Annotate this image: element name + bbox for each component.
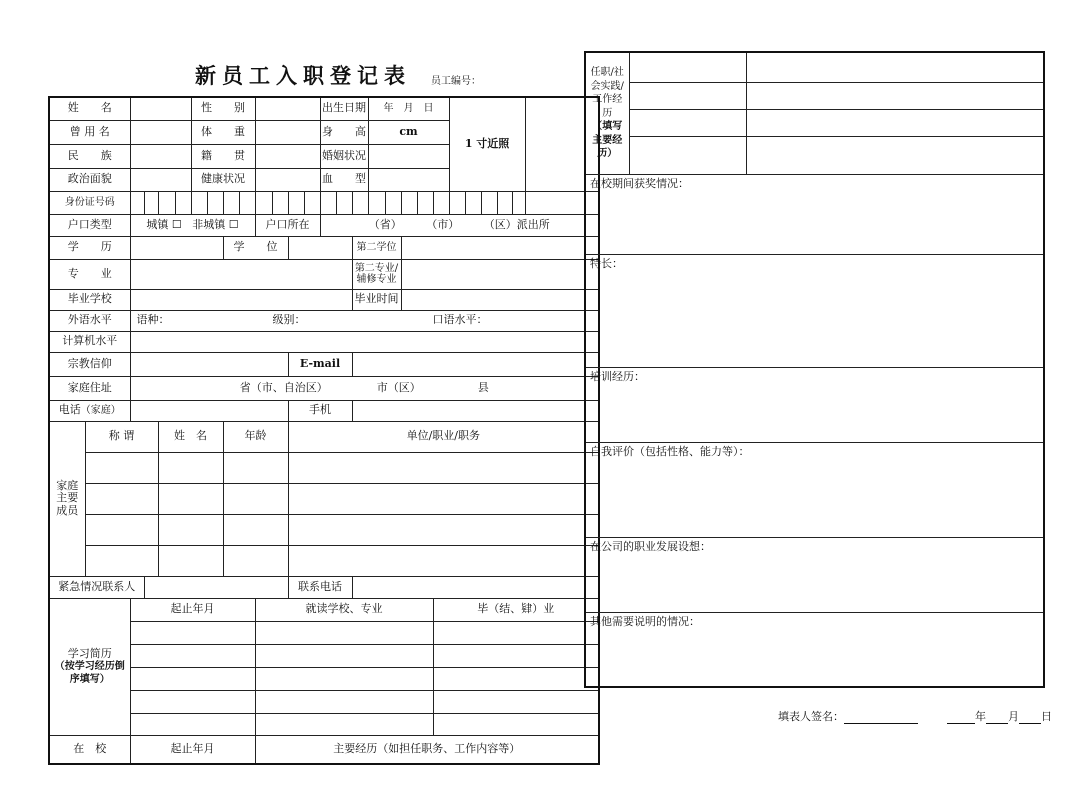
family-cell[interactable]: [158, 545, 223, 576]
label-degree: 学 位: [223, 236, 288, 259]
col-graduation-status: 毕（结、肄）业: [433, 598, 599, 621]
work-cell[interactable]: [746, 109, 1044, 136]
field-marital-status[interactable]: [368, 144, 449, 168]
label-blood-type: 血 型: [320, 168, 368, 191]
hukou-district: （区）派出所: [483, 217, 550, 231]
language-kind-label: 语种：: [136, 313, 170, 327]
signature-label: 填表人签名：: [778, 710, 844, 723]
language-level-label: 级别：: [272, 313, 306, 327]
work-cell[interactable]: [746, 52, 1044, 82]
id-digit-cell[interactable]: [288, 191, 304, 214]
label-mobile: 手机: [288, 400, 352, 421]
col-study-period: 起止年月: [130, 598, 255, 621]
study-cell[interactable]: [255, 644, 433, 667]
field-height[interactable]: cm: [368, 120, 449, 144]
id-digit-cell[interactable]: [207, 191, 223, 214]
label-former-name: 曾 用 名: [49, 120, 130, 144]
field-emergency-contact[interactable]: [144, 576, 288, 598]
id-digit-cell[interactable]: [272, 191, 288, 214]
study-cell[interactable]: [433, 621, 599, 644]
day-line[interactable]: [1019, 711, 1041, 724]
home-phone-text: 电话: [58, 403, 81, 417]
field-graduation-time[interactable]: [401, 289, 599, 310]
oral-level-label: 口语水平：: [432, 313, 488, 327]
field-health[interactable]: [255, 168, 320, 191]
label-hukou-location: 户口所在: [255, 214, 320, 236]
label-marital-status: 婚姻状况: [320, 144, 368, 168]
family-cell[interactable]: [158, 483, 223, 514]
id-digit-cell[interactable]: [497, 191, 512, 214]
field-name[interactable]: [130, 97, 191, 120]
field-second-degree[interactable]: [401, 236, 599, 259]
checkbox-rural[interactable]: 非城镇 ☐: [192, 217, 239, 231]
id-digit-cell[interactable]: [130, 191, 144, 214]
family-cell[interactable]: [223, 514, 288, 545]
id-digit-cell[interactable]: [433, 191, 449, 214]
field-foreign-language[interactable]: [130, 310, 599, 331]
id-digit-cell[interactable]: [512, 191, 525, 214]
label-weight: 体 重: [191, 120, 255, 144]
hukou-province: （省）: [368, 217, 402, 231]
study-cell[interactable]: [255, 690, 433, 713]
field-former-name[interactable]: [130, 120, 191, 144]
study-cell[interactable]: [433, 667, 599, 690]
hukou-city: （市）: [426, 217, 460, 231]
id-digit-cell[interactable]: [336, 191, 352, 214]
work-cell[interactable]: [629, 109, 746, 136]
label-foreign-language: 外语水平: [49, 310, 130, 331]
label-study-history: [49, 598, 130, 735]
label-religion: 宗教信仰: [49, 352, 130, 376]
employee-number-label: 员工编号：: [431, 76, 481, 87]
study-history-title: 学习简历: [67, 646, 112, 660]
month-label: 月: [1008, 710, 1019, 723]
id-digit-cell[interactable]: [465, 191, 481, 214]
year-label: 年: [975, 710, 986, 723]
label-health: 健康状况: [191, 168, 255, 191]
work-cell[interactable]: [629, 82, 746, 109]
work-cell[interactable]: [746, 136, 1044, 174]
label-id-number: 身份证号码: [49, 191, 130, 214]
label-second-major: 第二专业/辅修专业: [352, 259, 401, 289]
id-digit-cell[interactable]: [191, 191, 207, 214]
field-political-status[interactable]: [130, 168, 191, 191]
label-home-address: 家庭住址: [49, 376, 130, 400]
field-second-major[interactable]: [401, 259, 599, 289]
label-native-place: 籍 贯: [191, 144, 255, 168]
family-cell[interactable]: [85, 514, 158, 545]
label-graduate-school: 毕业学校: [49, 289, 130, 310]
label-birth-date: 出生日期: [320, 97, 368, 120]
label-hukou-type: 户口类型: [49, 214, 130, 236]
field-native-place[interactable]: [255, 144, 320, 168]
id-digit-cell[interactable]: [401, 191, 417, 214]
family-cell[interactable]: [288, 452, 599, 483]
family-cell[interactable]: [85, 452, 158, 483]
study-cell[interactable]: [433, 644, 599, 667]
address-province: 省（市、自治区）: [239, 380, 328, 394]
family-cell[interactable]: [158, 452, 223, 483]
registration-form-left: [48, 96, 600, 765]
section-training[interactable]: 培训经历：: [585, 367, 1044, 442]
work-cell[interactable]: [629, 136, 746, 174]
day-label: 日: [1041, 710, 1052, 723]
work-experience-note: （填写主要经历）: [592, 121, 623, 159]
label-contact-phone: 联系电话: [288, 576, 352, 598]
field-blood-type[interactable]: [368, 168, 449, 191]
study-cell[interactable]: [255, 713, 433, 735]
field-contact-phone[interactable]: [352, 576, 599, 598]
label-work-experience: [585, 52, 629, 174]
col-campus-period: 起止年月: [130, 735, 255, 764]
col-age: 年龄: [223, 421, 288, 452]
field-email[interactable]: [352, 352, 599, 376]
signature-line[interactable]: [844, 711, 918, 724]
field-hukou-location[interactable]: [320, 214, 599, 236]
work-cell[interactable]: [629, 52, 746, 82]
label-name: 姓 名: [49, 97, 130, 120]
signature-row: [778, 708, 1052, 724]
study-cell[interactable]: [433, 713, 599, 735]
field-computer-level[interactable]: [130, 331, 599, 352]
section-self-evaluation[interactable]: 自我评价（包括性格、能力等）：: [585, 442, 1044, 537]
label-ethnicity: 民 族: [49, 144, 130, 168]
study-cell[interactable]: [130, 621, 255, 644]
id-digit-cell[interactable]: [368, 191, 385, 214]
field-weight[interactable]: [255, 120, 320, 144]
hukou-type-options: [130, 214, 255, 236]
home-phone-note: （家庭）: [80, 405, 121, 417]
col-relation: 称 谓: [85, 421, 158, 452]
study-cell[interactable]: [130, 644, 255, 667]
address-city: 市（区）: [376, 380, 421, 394]
id-digit-cell[interactable]: [320, 191, 336, 214]
work-cell[interactable]: [746, 82, 1044, 109]
year-line[interactable]: [947, 711, 975, 724]
field-gender[interactable]: [255, 97, 320, 120]
label-political-status: 政治面貌: [49, 168, 130, 191]
col-family-name: 姓 名: [158, 421, 223, 452]
section-career-plan[interactable]: 在公司的职业发展设想：: [585, 537, 1044, 612]
id-digit-cell[interactable]: [158, 191, 175, 214]
col-study-school: 就读学校、专业: [255, 598, 433, 621]
study-cell[interactable]: [130, 713, 255, 735]
study-cell[interactable]: [255, 621, 433, 644]
family-cell[interactable]: [288, 483, 599, 514]
month-line[interactable]: [986, 711, 1008, 724]
field-ethnicity[interactable]: [130, 144, 191, 168]
id-digit-cell[interactable]: [352, 191, 368, 214]
form-title: 新员工入职登记表: [195, 63, 411, 88]
id-digit-cell[interactable]: [223, 191, 239, 214]
id-digit-cell[interactable]: [304, 191, 320, 214]
family-cell[interactable]: [85, 483, 158, 514]
work-experience-title: 任职/社会实践/工作经历: [590, 67, 624, 119]
field-education[interactable]: [130, 236, 223, 259]
field-graduate-school[interactable]: [130, 289, 352, 310]
label-graduation-time: 毕业时间: [352, 289, 401, 310]
col-employer: 单位/职业/职务: [288, 421, 599, 452]
id-digit-cell[interactable]: [417, 191, 433, 214]
study-cell[interactable]: [255, 667, 433, 690]
family-cell[interactable]: [288, 545, 599, 576]
address-county: 县: [477, 380, 489, 394]
id-digit-cell[interactable]: [255, 191, 272, 214]
section-other-notes[interactable]: 其他需要说明的情况：: [585, 612, 1044, 687]
id-digit-cell[interactable]: [481, 191, 497, 214]
study-history-note: （按学习经历倒序填写）: [54, 661, 125, 685]
study-cell[interactable]: [433, 690, 599, 713]
family-cell[interactable]: [223, 545, 288, 576]
field-home-address[interactable]: [130, 376, 599, 400]
field-major[interactable]: [130, 259, 352, 289]
label-on-campus: 在 校: [49, 735, 130, 764]
family-cell[interactable]: [223, 452, 288, 483]
field-mobile[interactable]: [352, 400, 599, 421]
label-gender: 性 别: [191, 97, 255, 120]
field-degree[interactable]: [288, 236, 352, 259]
family-cell[interactable]: [288, 514, 599, 545]
label-home-phone: [49, 400, 130, 421]
field-religion[interactable]: [130, 352, 288, 376]
study-cell[interactable]: [130, 690, 255, 713]
label-major: 专 业: [49, 259, 130, 289]
label-computer-level: 计算机水平: [49, 331, 130, 352]
checkbox-urban[interactable]: 城镇 ☐: [146, 217, 182, 231]
id-digit-cell[interactable]: [175, 191, 191, 214]
registration-form-right: [584, 51, 1045, 688]
section-specialty[interactable]: 特长：: [585, 254, 1044, 367]
study-cell[interactable]: [130, 667, 255, 690]
id-digit-cell[interactable]: [144, 191, 158, 214]
id-digit-cell[interactable]: [449, 191, 465, 214]
family-cell[interactable]: [85, 545, 158, 576]
family-cell[interactable]: [158, 514, 223, 545]
label-height: 身 高: [320, 120, 368, 144]
label-family-members: 家庭主要成员: [49, 421, 85, 576]
field-birth-date[interactable]: 年 月 日: [368, 97, 449, 120]
label-email: E-mail: [288, 352, 352, 376]
field-home-phone[interactable]: [130, 400, 288, 421]
label-emergency-contact: 紧急情况联系人: [49, 576, 144, 598]
col-campus-experience: 主要经历（如担任职务、工作内容等）: [255, 735, 599, 764]
id-digit-cell[interactable]: [385, 191, 401, 214]
photo-box[interactable]: 1 寸近照: [449, 97, 525, 191]
label-education: 学 历: [49, 236, 130, 259]
id-digit-cell[interactable]: [239, 191, 255, 214]
section-awards[interactable]: 在校期间获奖情况：: [585, 174, 1044, 254]
family-cell[interactable]: [223, 483, 288, 514]
label-second-degree: 第二学位: [352, 236, 401, 259]
